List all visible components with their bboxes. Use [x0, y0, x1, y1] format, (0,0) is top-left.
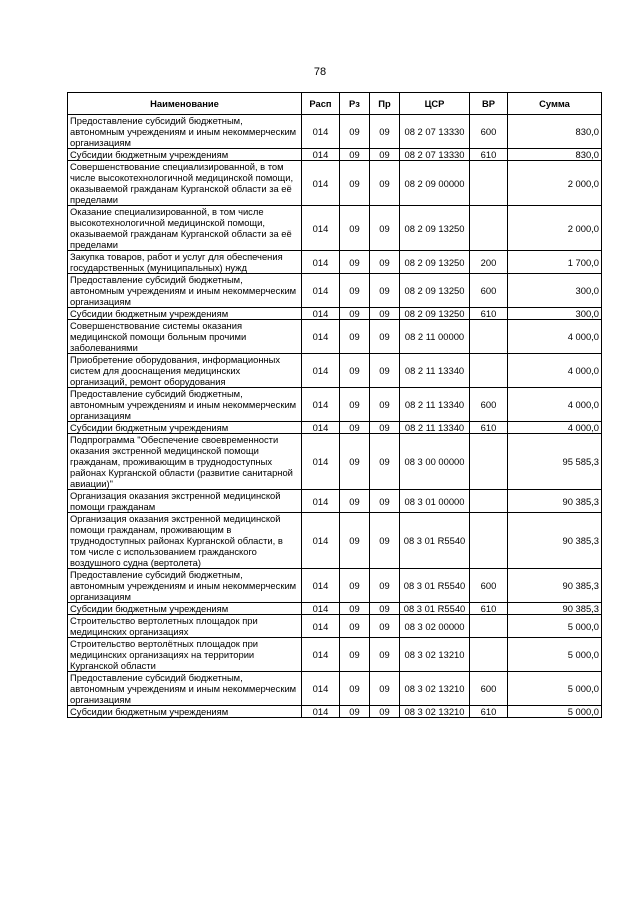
- cell-sum: 300,0: [508, 274, 602, 308]
- cell-vr: 200: [470, 251, 508, 274]
- cell-pr: 09: [370, 490, 400, 513]
- budget-table: [67, 92, 602, 718]
- table-row: [68, 274, 602, 308]
- cell-vr: [470, 638, 508, 672]
- cell-rasp: 014: [302, 251, 340, 274]
- table-row: [68, 422, 602, 434]
- cell-pr: 09: [370, 513, 400, 569]
- table-row: [68, 490, 602, 513]
- table-header-row: [68, 93, 602, 115]
- cell-csr: 08 3 02 13210: [400, 638, 470, 672]
- cell-pr: 09: [370, 569, 400, 603]
- cell-csr: 08 2 09 13250: [400, 206, 470, 251]
- cell-rasp: 014: [302, 569, 340, 603]
- cell-rz: 09: [340, 354, 370, 388]
- cell-csr: 08 3 02 00000: [400, 615, 470, 638]
- table-row: [68, 149, 602, 161]
- cell-sum: 5 000,0: [508, 638, 602, 672]
- table-row: [68, 672, 602, 706]
- cell-sum: 5 000,0: [508, 615, 602, 638]
- cell-sum: 2 000,0: [508, 206, 602, 251]
- cell-pr: 09: [370, 320, 400, 354]
- table-row: [68, 206, 602, 251]
- cell-sum: 4 000,0: [508, 388, 602, 422]
- cell-vr: 610: [470, 422, 508, 434]
- cell-rasp: 014: [302, 603, 340, 615]
- cell-csr: 08 3 01 R5540: [400, 513, 470, 569]
- cell-sum: 90 385,3: [508, 603, 602, 615]
- cell-sum: 4 000,0: [508, 422, 602, 434]
- cell-rasp: 014: [302, 274, 340, 308]
- cell-rasp: 014: [302, 422, 340, 434]
- cell-name: Совершенствование системы оказания медицинской помощи больным прочими заболеваниями: [68, 320, 302, 354]
- cell-name: Строительство вертолётных площадок при медицинских организациях на территории Курганской области: [68, 638, 302, 672]
- cell-name: Субсидии бюджетным учреждениям: [68, 149, 302, 161]
- table-row: [68, 434, 602, 490]
- cell-vr: 600: [470, 388, 508, 422]
- cell-rasp: 014: [302, 161, 340, 206]
- cell-vr: 610: [470, 706, 508, 718]
- table-row: [68, 308, 602, 320]
- cell-pr: 09: [370, 206, 400, 251]
- cell-rz: 09: [340, 206, 370, 251]
- cell-rz: 09: [340, 149, 370, 161]
- cell-vr: [470, 354, 508, 388]
- cell-rz: 09: [340, 706, 370, 718]
- header-sum: Сумма: [508, 93, 602, 115]
- cell-rz: 09: [340, 274, 370, 308]
- cell-csr: 08 2 09 13250: [400, 308, 470, 320]
- cell-name: Организация оказания экстренной медицинской помощи гражданам: [68, 490, 302, 513]
- cell-rasp: 014: [302, 354, 340, 388]
- table-row: [68, 161, 602, 206]
- cell-sum: 4 000,0: [508, 354, 602, 388]
- cell-sum: 2 000,0: [508, 161, 602, 206]
- cell-name: Строительство вертолетных площадок при медицинских организациях: [68, 615, 302, 638]
- cell-rz: 09: [340, 513, 370, 569]
- table-row: [68, 615, 602, 638]
- cell-csr: 08 2 11 00000: [400, 320, 470, 354]
- cell-vr: 600: [470, 274, 508, 308]
- cell-name: Предоставление субсидий бюджетным, автономным учреждениям и иным некоммерческим организациям: [68, 274, 302, 308]
- cell-csr: 08 2 07 13330: [400, 149, 470, 161]
- cell-csr: 08 3 02 13210: [400, 672, 470, 706]
- cell-rz: 09: [340, 672, 370, 706]
- cell-rasp: 014: [302, 149, 340, 161]
- cell-rasp: 014: [302, 672, 340, 706]
- cell-name: Закупка товаров, работ и услуг для обеспечения государственных (муниципальных) нужд: [68, 251, 302, 274]
- cell-vr: [470, 320, 508, 354]
- cell-vr: [470, 513, 508, 569]
- cell-rz: 09: [340, 603, 370, 615]
- cell-vr: 600: [470, 115, 508, 149]
- cell-name: Приобретение оборудования, информационных систем для дооснащения медицинских организаций, ремонт оборудования: [68, 354, 302, 388]
- cell-sum: 95 585,3: [508, 434, 602, 490]
- cell-pr: 09: [370, 422, 400, 434]
- cell-rz: 09: [340, 115, 370, 149]
- cell-sum: 90 385,3: [508, 490, 602, 513]
- cell-rz: 09: [340, 490, 370, 513]
- cell-sum: 5 000,0: [508, 672, 602, 706]
- cell-csr: 08 2 09 13250: [400, 274, 470, 308]
- cell-rz: 09: [340, 638, 370, 672]
- cell-vr: 600: [470, 569, 508, 603]
- cell-name: Оказание специализированной, в том числе высокотехнологичной медицинской помощи, оказываемой гражданам Курганской области за её пределами: [68, 206, 302, 251]
- cell-sum: 830,0: [508, 149, 602, 161]
- cell-name: Субсидии бюджетным учреждениям: [68, 706, 302, 718]
- cell-csr: 08 3 01 00000: [400, 490, 470, 513]
- cell-sum: 4 000,0: [508, 320, 602, 354]
- cell-sum: 300,0: [508, 308, 602, 320]
- cell-rz: 09: [340, 320, 370, 354]
- cell-sum: 1 700,0: [508, 251, 602, 274]
- cell-rz: 09: [340, 251, 370, 274]
- table-row: [68, 388, 602, 422]
- cell-rasp: 014: [302, 308, 340, 320]
- table-row: [68, 638, 602, 672]
- cell-name: Субсидии бюджетным учреждениям: [68, 603, 302, 615]
- cell-pr: 09: [370, 388, 400, 422]
- cell-pr: 09: [370, 161, 400, 206]
- cell-vr: [470, 490, 508, 513]
- cell-pr: 09: [370, 115, 400, 149]
- table-row: [68, 603, 602, 615]
- cell-pr: 09: [370, 638, 400, 672]
- cell-pr: 09: [370, 615, 400, 638]
- cell-rasp: 014: [302, 320, 340, 354]
- cell-rz: 09: [340, 422, 370, 434]
- cell-pr: 09: [370, 672, 400, 706]
- cell-rasp: 014: [302, 434, 340, 490]
- cell-rz: 09: [340, 161, 370, 206]
- cell-name: Предоставление субсидий бюджетным, автономным учреждениям и иным некоммерческим организациям: [68, 672, 302, 706]
- header-rasp: Расп: [302, 93, 340, 115]
- page-number: 78: [313, 66, 327, 78]
- cell-name: Совершенствование специализированной, в том числе высокотехнологичной медицинской помощи, оказываемой гражданам Курганской области за её пределами: [68, 161, 302, 206]
- cell-vr: 610: [470, 149, 508, 161]
- cell-pr: 09: [370, 274, 400, 308]
- table-row: [68, 569, 602, 603]
- cell-vr: 600: [470, 672, 508, 706]
- cell-csr: 08 2 11 13340: [400, 422, 470, 434]
- cell-csr: 08 3 01 R5540: [400, 569, 470, 603]
- cell-sum: 5 000,0: [508, 706, 602, 718]
- cell-pr: 09: [370, 149, 400, 161]
- cell-name: Подпрограмма "Обеспечение своевременности оказания экстренной медицинской помощи гражданам, проживающим в труднодоступных районах Курганской области (развитие санитарной авиации)": [68, 434, 302, 490]
- header-csr: ЦСР: [400, 93, 470, 115]
- cell-name: Предоставление субсидий бюджетным, автономным учреждениям и иным некоммерческим организациям: [68, 569, 302, 603]
- cell-pr: 09: [370, 251, 400, 274]
- cell-rz: 09: [340, 615, 370, 638]
- cell-rz: 09: [340, 569, 370, 603]
- cell-vr: [470, 434, 508, 490]
- cell-rasp: 014: [302, 206, 340, 251]
- cell-rasp: 014: [302, 388, 340, 422]
- cell-name: Предоставление субсидий бюджетным, автономным учреждениям и иным некоммерческим организациям: [68, 115, 302, 149]
- cell-rasp: 014: [302, 115, 340, 149]
- table-row: [68, 115, 602, 149]
- cell-rasp: 014: [302, 638, 340, 672]
- cell-rasp: 014: [302, 490, 340, 513]
- cell-csr: 08 2 11 13340: [400, 354, 470, 388]
- cell-csr: 08 2 11 13340: [400, 388, 470, 422]
- cell-vr: [470, 161, 508, 206]
- cell-rz: 09: [340, 388, 370, 422]
- cell-pr: 09: [370, 706, 400, 718]
- cell-csr: 08 2 07 13330: [400, 115, 470, 149]
- cell-vr: [470, 615, 508, 638]
- cell-csr: 08 3 00 00000: [400, 434, 470, 490]
- cell-vr: 610: [470, 308, 508, 320]
- table-row: [68, 706, 602, 718]
- cell-pr: 09: [370, 354, 400, 388]
- header-vr: ВР: [470, 93, 508, 115]
- cell-rasp: 014: [302, 615, 340, 638]
- cell-name: Субсидии бюджетным учреждениям: [68, 308, 302, 320]
- cell-sum: 90 385,3: [508, 513, 602, 569]
- cell-pr: 09: [370, 603, 400, 615]
- table-row: [68, 320, 602, 354]
- cell-vr: 610: [470, 603, 508, 615]
- cell-name: Организация оказания экстренной медицинской помощи гражданам, проживающим в труднодоступных районах Курганской области, в том числе с использованием гражданского воздушного судна (вертолета): [68, 513, 302, 569]
- cell-pr: 09: [370, 308, 400, 320]
- cell-pr: 09: [370, 434, 400, 490]
- header-name: Наименование: [68, 93, 302, 115]
- cell-name: Субсидии бюджетным учреждениям: [68, 422, 302, 434]
- header-rz: Рз: [340, 93, 370, 115]
- cell-rz: 09: [340, 434, 370, 490]
- cell-name: Предоставление субсидий бюджетным, автономным учреждениям и иным некоммерческим организациям: [68, 388, 302, 422]
- cell-csr: 08 2 09 13250: [400, 251, 470, 274]
- cell-csr: 08 3 02 13210: [400, 706, 470, 718]
- cell-csr: 08 2 09 00000: [400, 161, 470, 206]
- header-pr: Пр: [370, 93, 400, 115]
- cell-csr: 08 3 01 R5540: [400, 603, 470, 615]
- cell-rasp: 014: [302, 513, 340, 569]
- cell-sum: 830,0: [508, 115, 602, 149]
- cell-vr: [470, 206, 508, 251]
- cell-rz: 09: [340, 308, 370, 320]
- table-row: [68, 354, 602, 388]
- cell-rasp: 014: [302, 706, 340, 718]
- table-row: [68, 513, 602, 569]
- table-row: [68, 251, 602, 274]
- cell-sum: 90 385,3: [508, 569, 602, 603]
